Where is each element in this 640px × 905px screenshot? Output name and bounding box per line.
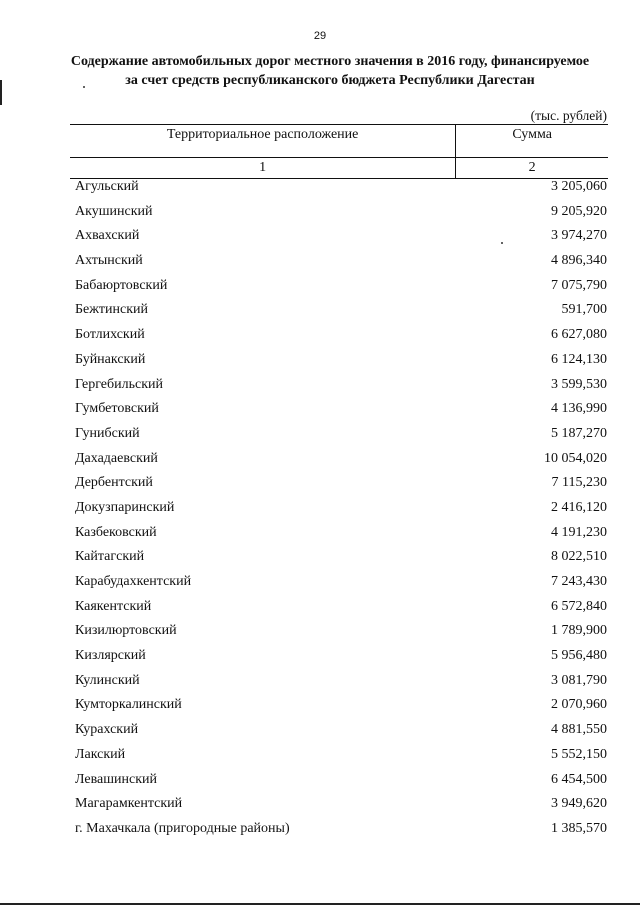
column-number-row <box>70 158 608 179</box>
district-amount: 7 115,230 <box>551 475 607 491</box>
district-name: Магарамкентский <box>75 796 183 812</box>
district-name: Кизлярский <box>75 648 146 664</box>
district-amount: 7 243,430 <box>551 574 607 589</box>
header-amount: Сумма <box>456 125 608 158</box>
district-amount: 10 054,020 <box>544 450 607 466</box>
district-amount: 6 572,840 <box>551 598 607 614</box>
district-name: Ботлихский <box>75 327 145 343</box>
units-note: (тыс. рублей) <box>530 108 607 123</box>
district-amount: 591,700 <box>561 302 607 318</box>
table-row <box>70 673 608 698</box>
district-name: г. Махачкала (пригородные районы) <box>75 820 290 836</box>
district-amount: 8 022,510 <box>551 549 607 565</box>
table-row <box>70 500 608 525</box>
table-row <box>70 648 608 673</box>
district-name: Лакский <box>75 746 126 762</box>
table-row <box>70 278 608 303</box>
district-name: Докузпаринский <box>75 499 175 515</box>
table-row <box>70 574 608 599</box>
district-name: Ахвахский <box>75 228 140 244</box>
district-amount: 4 191,230 <box>551 524 607 540</box>
district-name: Акушинский <box>75 203 153 219</box>
document-title <box>60 52 600 90</box>
district-amount: 7 075,790 <box>551 277 607 293</box>
district-name: Карабудахкентский <box>75 574 192 589</box>
district-amount: 4 136,990 <box>551 401 607 417</box>
table-row <box>70 697 608 722</box>
district-amount: 3 081,790 <box>551 672 607 688</box>
table-row <box>70 623 608 648</box>
table-row <box>70 426 608 451</box>
district-name: Гергебильский <box>75 376 163 392</box>
table-row <box>70 377 608 402</box>
table-row <box>70 179 608 204</box>
district-amount: 1 385,570 <box>551 820 607 836</box>
district-amount: 5 187,270 <box>551 425 607 441</box>
district-name: Кумторкалинский <box>75 697 182 713</box>
funding-table <box>70 124 608 846</box>
district-amount: 4 896,340 <box>551 253 607 269</box>
district-name: Дербентский <box>75 475 153 491</box>
district-name: Бабаюртовский <box>75 277 168 293</box>
district-amount: 3 205,060 <box>551 179 607 194</box>
table-row <box>70 796 608 821</box>
table-row <box>70 722 608 747</box>
header-row <box>70 125 608 158</box>
district-name: Курахский <box>75 722 139 738</box>
table-row <box>70 821 608 846</box>
district-amount: 3 599,530 <box>551 376 607 392</box>
title-line-1: Содержание автомобильных дорог местного значения в 2016 году, финансируемое <box>70 54 590 69</box>
district-name: Гумбетовский <box>75 401 159 417</box>
title-line-2: за счет средств республиканского бюджета Республики Дагестан <box>125 73 535 88</box>
district-amount: 3 949,620 <box>551 796 607 812</box>
district-amount: 5 552,150 <box>551 746 607 762</box>
district-amount: 6 454,500 <box>551 771 607 787</box>
table-row <box>70 327 608 352</box>
district-name: Дахадаевский <box>75 450 158 466</box>
district-amount: 5 956,480 <box>551 648 607 664</box>
district-amount: 2 070,960 <box>551 697 607 713</box>
district-name: Агульский <box>75 179 139 194</box>
page-number: 29 <box>313 30 327 42</box>
district-name: Кизилюртовский <box>75 623 177 639</box>
table-row <box>70 204 608 229</box>
table-row <box>70 475 608 500</box>
table-row <box>70 451 608 476</box>
table-row <box>70 599 608 624</box>
table-body <box>70 179 608 846</box>
district-amount: 9 205,920 <box>551 203 607 219</box>
table-row <box>70 772 608 797</box>
district-name: Ахтынский <box>75 253 143 269</box>
district-amount: 6 124,130 <box>551 351 607 367</box>
district-name: Кайтагский <box>75 549 145 565</box>
table-row <box>70 253 608 278</box>
district-amount: 6 627,080 <box>551 327 607 343</box>
table-row <box>70 747 608 772</box>
district-name: Буйнакский <box>75 351 146 367</box>
district-name: Бежтинский <box>75 302 149 318</box>
table-row <box>70 228 608 253</box>
table-row <box>70 302 608 327</box>
district-name: Кулинский <box>75 672 140 688</box>
table-row <box>70 352 608 377</box>
district-amount: 1 789,900 <box>551 623 607 639</box>
district-name: Казбековский <box>75 524 157 540</box>
district-amount: 3 974,270 <box>551 228 607 244</box>
district-name: Гунибский <box>75 425 140 441</box>
district-name: Каякентский <box>75 598 152 614</box>
table-row <box>70 401 608 426</box>
table-row <box>70 549 608 574</box>
scan-edge-left <box>0 80 2 105</box>
district-amount: 2 416,120 <box>551 499 607 515</box>
district-amount: 4 881,550 <box>551 722 607 738</box>
column-number-1: 1 <box>70 158 456 179</box>
table-row <box>70 525 608 550</box>
header-location: Территориальное расположение <box>70 125 456 158</box>
column-number-2: 2 <box>456 158 608 179</box>
district-name: Левашинский <box>75 771 158 787</box>
